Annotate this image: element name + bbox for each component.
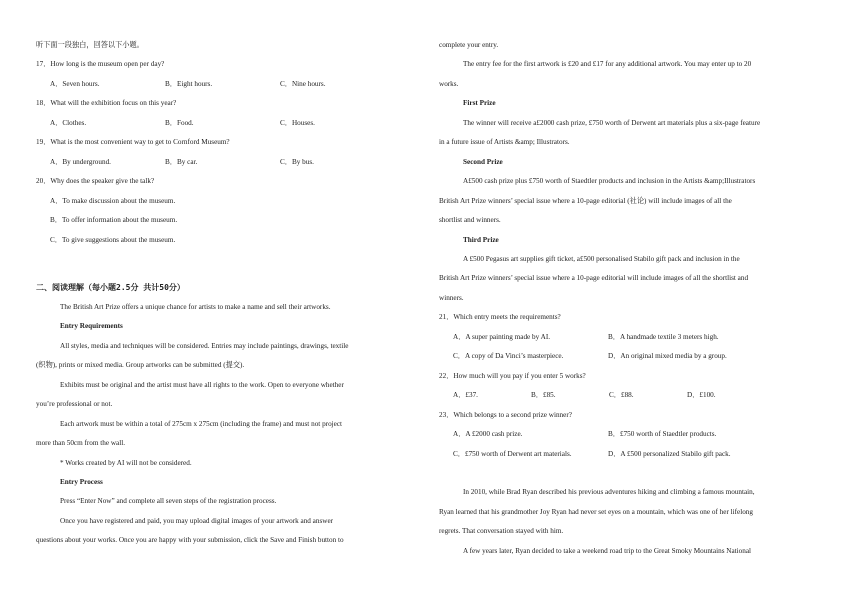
paragraph: The winner will receive a£2000 cash prize, £750 worth of Derwent art materials plus a six-page feature xyxy=(463,118,761,127)
heading-entry-requirements: Entry Requirements xyxy=(60,322,123,331)
options-23a xyxy=(439,425,827,444)
question-20: 20．Why does the speaker give the talk? xyxy=(36,177,155,186)
option: C．To give suggestions about the museum. xyxy=(50,235,176,244)
paragraph: A £500 Pegasus art supplies gift ticket, a£500 personalised Stabilo gift pack and inclusion in the xyxy=(463,254,740,263)
option: A．To make discussion about the museum. xyxy=(50,196,176,205)
option: C．A copy of Da Vinci’s masterpiece. xyxy=(453,352,564,361)
option: C．£88. xyxy=(609,391,634,400)
option: A．£37. xyxy=(453,391,478,400)
paragraph: All styles, media and techniques will be considered. Entries may include paintings, drawings, textile xyxy=(60,341,349,350)
option: C．Nine hours. xyxy=(280,79,326,88)
option: A．A £2000 cash prize. xyxy=(453,430,523,439)
paragraph: A few years later, Ryan decided to take a weekend road trip to the Great Smoky Mountains National xyxy=(463,546,752,555)
question-19: 19．What is the most convenient way to get to Cornford Museum? xyxy=(36,138,230,147)
left-column xyxy=(36,36,421,551)
paragraph: The entry fee for the first artwork is £20 and £17 for any additional artwork. You may enter up to 20 xyxy=(463,60,752,69)
options-17 xyxy=(36,75,421,94)
option: B．By car. xyxy=(165,157,198,166)
paragraph: The British Art Prize offers a unique chance for artists to make a name and sell their artworks. xyxy=(60,302,331,311)
paragraph-cont: works. xyxy=(439,79,459,88)
option: B．£85. xyxy=(531,391,556,400)
options-22 xyxy=(439,386,827,405)
paragraph-cont: British Art Prize winners’ special issue where a 10-page editorial (社论) will include images of all the xyxy=(439,196,732,205)
paragraph-cont: regrets. That conversation stayed with him. xyxy=(439,527,564,536)
paragraph-cont: more than 50cm from the wall. xyxy=(36,439,126,448)
section-title: 二、阅读理解（每小题2.5分 共计50分） xyxy=(36,283,185,293)
question-22: 22．How much will you pay if you enter 5 works? xyxy=(439,371,586,380)
options-19 xyxy=(36,153,421,172)
paragraph: Press “Enter Now” and complete all seven steps of the registration process. xyxy=(60,497,277,506)
paragraph-cont: (织物), prints or mixed media. Group artworks can be submitted (提交). xyxy=(36,361,245,370)
paragraph-cont: winners. xyxy=(439,293,464,302)
question-21: 21．Which entry meets the requirements? xyxy=(439,313,561,322)
option: B．A handmade textile 3 meters high. xyxy=(608,332,719,341)
options-21a xyxy=(439,328,827,347)
heading-third-prize: Third Prize xyxy=(463,235,499,244)
paragraph: Once you have registered and paid, you may upload digital images of your artwork and answer xyxy=(60,516,334,525)
paragraph-cont: complete your entry. xyxy=(439,41,499,49)
paragraph: A£500 cash prize plus £750 worth of Staedtler products and inclusion in the Artists &amp;Illustrators xyxy=(463,177,756,186)
option: D．A £500 personalized Stabilo gift pack. xyxy=(608,449,731,458)
paragraph-cont: in a future issue of Artists &amp; Illustrators. xyxy=(439,138,570,147)
option: B．To offer information about the museum. xyxy=(50,216,178,225)
options-23b xyxy=(439,445,827,464)
question-18: 18．What will the exhibition focus on this year? xyxy=(36,99,177,108)
option: B．Eight hours. xyxy=(165,79,213,88)
note: * Works created by AI will not be considered. xyxy=(60,458,192,467)
option: C．Houses. xyxy=(280,118,315,127)
paragraph: Exhibits must be original and the artist must have all rights to the work. Open to everyone whether xyxy=(60,380,344,389)
listening-intro: 听下面一段独白，回答以下小题。 xyxy=(36,41,144,49)
option: A．A super painting made by AI. xyxy=(453,332,551,341)
options-18 xyxy=(36,114,421,133)
option: D．£100. xyxy=(687,391,716,400)
option: B．£750 worth of Staedtler products. xyxy=(608,430,717,439)
paragraph-cont: questions about your works. Once you are happy with your submission, click the Save and Finish button to xyxy=(36,536,344,545)
option: A．Clothes. xyxy=(50,118,87,127)
option: B．Food. xyxy=(165,118,194,127)
option: A．By underground. xyxy=(50,157,111,166)
question-23: 23．Which belongs to a second prize winner? xyxy=(439,410,572,419)
paragraph-cont: Ryan learned that his grandmother Joy Ryan had never set eyes on a mountain, which was one of her lifelong xyxy=(439,507,753,516)
option: A．Seven hours. xyxy=(50,79,100,88)
heading-second-prize: Second Prize xyxy=(463,157,503,166)
question-17: 17．How long is the museum open per day? xyxy=(36,60,165,69)
paragraph-cont: British Art Prize winners’ special issue where a 10-page editorial will include images of all the shortlist and xyxy=(439,274,749,283)
right-column xyxy=(439,36,827,561)
heading-entry-process: Entry Process xyxy=(60,477,103,486)
heading-first-prize: First Prize xyxy=(463,99,496,108)
paragraph: Each artwork must be within a total of 275cm x 275cm (including the frame) and must not project xyxy=(60,419,343,428)
paragraph: In 2010, while Brad Ryan described his previous adventures hiking and climbing a famous mountain, xyxy=(463,488,755,497)
paragraph-cont: shortlist and winners. xyxy=(439,216,501,225)
paragraph-cont: you’re professional or not. xyxy=(36,400,113,409)
option: D．An original mixed media by a group. xyxy=(608,352,727,361)
options-21b xyxy=(439,347,827,366)
option: C．By bus. xyxy=(280,157,314,166)
option: C．£750 worth of Derwent art materials. xyxy=(453,449,572,458)
